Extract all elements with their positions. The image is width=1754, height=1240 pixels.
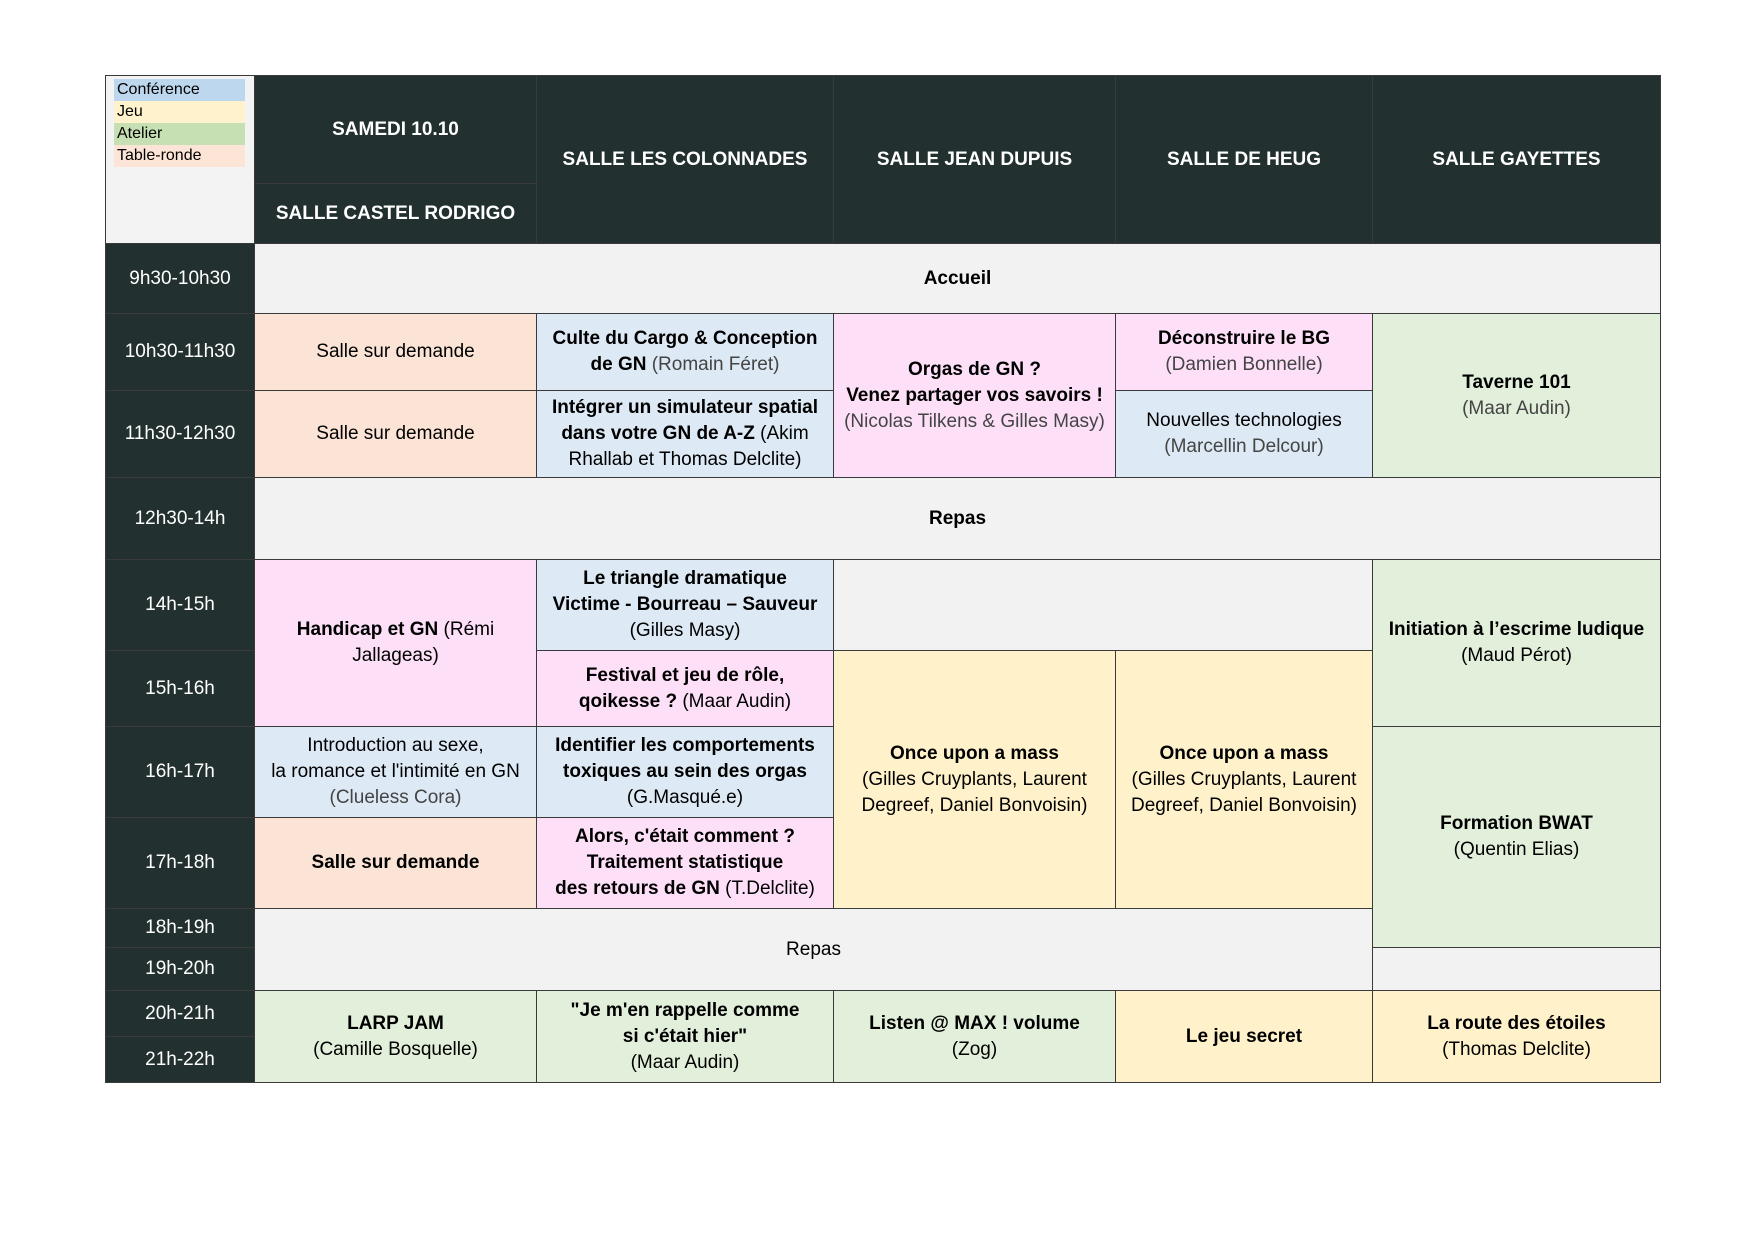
lunch-cell: Repas xyxy=(255,478,1661,560)
time-slot: 9h30-10h30 xyxy=(106,244,255,314)
time-slot: 16h-17h xyxy=(106,727,255,818)
session-speaker: (Maud Pérot) xyxy=(1461,645,1572,666)
session-title: Orgas de GN ? xyxy=(907,358,1042,380)
session-cell xyxy=(1116,314,1373,391)
session-cell xyxy=(537,391,834,478)
session-title: Le triangle dramatique xyxy=(583,568,787,589)
session-title: Identifier les comportements toxiques au sein des orgas xyxy=(555,735,815,782)
session-speaker: (Marcellin Delcour) xyxy=(1164,436,1324,457)
empty-cell xyxy=(1373,948,1661,991)
room-header-jean-dupuis: SALLE JEAN DUPUIS xyxy=(834,76,1116,244)
session-speaker: (Maar Audin) xyxy=(630,1051,740,1073)
session-cell xyxy=(1116,391,1373,478)
session-cell xyxy=(537,314,834,391)
session-speaker: (Romain Féret) xyxy=(646,354,780,375)
session-title: Déconstruire le BG xyxy=(1157,328,1331,349)
time-slot: 18h-19h xyxy=(106,909,255,948)
session-cell xyxy=(1373,560,1661,727)
session-cell xyxy=(834,314,1116,478)
session-speaker: (Zog) xyxy=(951,1038,998,1060)
session-title: la romance et l'intimité en GN xyxy=(271,761,520,782)
session-speaker: (Damien Bonnelle) xyxy=(1165,354,1323,375)
time-slot: 20h-21h xyxy=(106,991,255,1037)
time-slot: 14h-15h xyxy=(106,560,255,651)
session-cell xyxy=(537,727,834,818)
time-slot: 11h30-12h30 xyxy=(106,391,255,478)
session-cell xyxy=(834,651,1116,909)
session-cell xyxy=(537,991,834,1083)
session-speaker: (Akim Rhallab et Thomas Delclite) xyxy=(568,423,809,470)
session-cell: Salle sur demande xyxy=(255,391,537,478)
session-cell xyxy=(1373,314,1661,478)
time-slot: 10h30-11h30 xyxy=(106,314,255,391)
session-title: Introduction au sexe, xyxy=(307,735,484,756)
dinner-cell: Repas xyxy=(255,909,1373,991)
session-title: si c'était hier" xyxy=(622,1025,748,1047)
session-title: Nouvelles technologies xyxy=(1146,410,1342,431)
time-slot: 12h30-14h xyxy=(106,478,255,560)
time-slot: 15h-16h xyxy=(106,651,255,727)
session-speaker: (Gilles Cruyplants, Laurent Degreef, Daniel Bonvoisin) xyxy=(1130,768,1357,816)
session-title: Festival et jeu de rôle, qoikesse ? xyxy=(578,664,785,712)
session-cell xyxy=(255,560,537,727)
session-title: Intégrer un simulateur spatial dans votre GN de A-Z xyxy=(551,397,819,444)
room-header-colonnades: SALLE LES COLONNADES xyxy=(537,76,834,244)
session-title: Listen @ MAX ! volume xyxy=(869,1012,1080,1034)
room-header-gayettes: SALLE GAYETTES xyxy=(1373,76,1661,244)
session-title: Venez partager vos savoirs ! xyxy=(846,384,1103,406)
session-cell xyxy=(1116,651,1373,909)
session-title: Formation BWAT xyxy=(1440,813,1593,834)
session-title: Alors, c'était comment ? xyxy=(575,826,795,847)
session-title: Initiation à l’escrime ludique xyxy=(1388,619,1645,640)
session-title: des retours de GN xyxy=(555,878,720,899)
session-cell xyxy=(834,991,1116,1083)
session-cell xyxy=(255,991,537,1083)
session-cell: Salle sur demande xyxy=(255,818,537,909)
session-cell xyxy=(255,727,537,818)
time-slot: 19h-20h xyxy=(106,948,255,991)
session-speaker: (Clueless Cora) xyxy=(329,787,462,808)
session-cell: Le jeu secret xyxy=(1116,991,1373,1083)
session-speaker: (Maar Audin) xyxy=(677,690,792,712)
time-slot: 21h-22h xyxy=(106,1037,255,1083)
empty-cell xyxy=(834,560,1373,651)
room-header-de-heug: SALLE DE HEUG xyxy=(1116,76,1373,244)
legend-table-ronde: Table-ronde xyxy=(114,145,245,167)
day-title: SAMEDI 10.10 xyxy=(255,76,537,184)
session-title: Taverne 101 xyxy=(1462,371,1571,393)
legend-atelier: Atelier xyxy=(114,123,245,145)
session-title: Traitement statistique xyxy=(586,852,784,873)
session-speaker: (Nicolas Tilkens & Gilles Masy) xyxy=(844,410,1105,432)
session-title: "Je m'en rappelle comme xyxy=(570,999,800,1021)
session-speaker: (Gilles Masy) xyxy=(629,620,741,641)
session-speaker: (Camille Bosquelle) xyxy=(313,1038,478,1060)
session-title: Handicap et GN xyxy=(296,619,439,640)
schedule-table xyxy=(105,75,1661,1083)
session-cell: Salle sur demande xyxy=(255,314,537,391)
session-title: Culte du Cargo & Conception de GN xyxy=(552,328,818,375)
session-cell xyxy=(1373,727,1661,948)
session-speaker: (Thomas Delclite) xyxy=(1442,1038,1591,1060)
session-speaker: (Maar Audin) xyxy=(1462,397,1571,419)
session-cell xyxy=(537,560,834,651)
session-title: LARP JAM xyxy=(347,1012,444,1034)
session-speaker: (G.Masqué.e) xyxy=(626,787,744,808)
session-title: La route des étoiles xyxy=(1427,1012,1606,1034)
session-cell xyxy=(537,651,834,727)
session-title: Once upon a mass xyxy=(1159,742,1329,764)
accueil-cell: Accueil xyxy=(255,244,1661,314)
session-title: Victime - Bourreau – Sauveur xyxy=(552,594,818,615)
session-cell xyxy=(537,818,834,909)
session-speaker: (Rémi Jallageas) xyxy=(352,619,495,666)
legend-conference: Conférence xyxy=(114,79,245,101)
room-header-castel-rodrigo: SALLE CASTEL RODRIGO xyxy=(255,184,537,244)
legend-jeu: Jeu xyxy=(114,101,245,123)
session-cell xyxy=(1373,991,1661,1083)
session-title: Once upon a mass xyxy=(890,742,1059,764)
time-slot: 17h-18h xyxy=(106,818,255,909)
session-speaker: (T.Delclite) xyxy=(719,878,815,899)
session-speaker: (Quentin Elias) xyxy=(1453,839,1580,860)
legend xyxy=(106,76,255,244)
session-speaker: (Gilles Cruyplants, Laurent Degreef, Daniel Bonvoisin) xyxy=(861,768,1088,816)
